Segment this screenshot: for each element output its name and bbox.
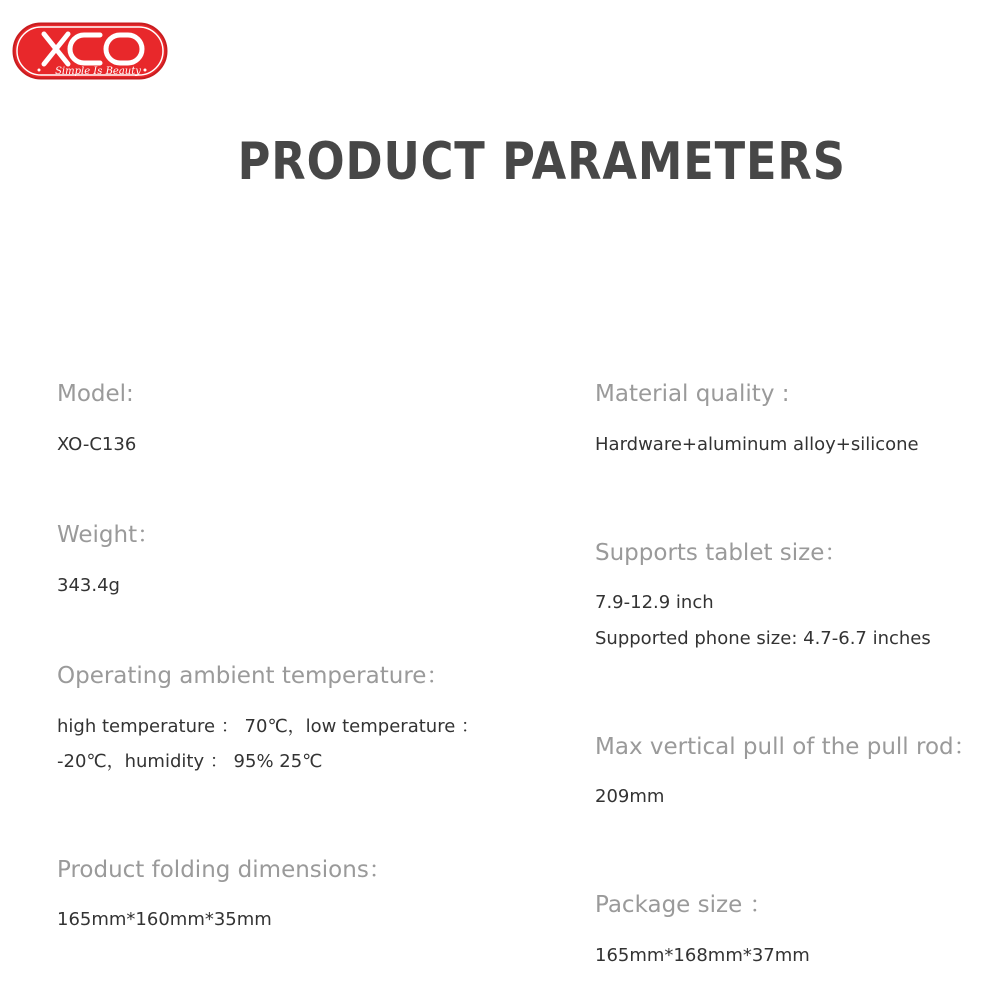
temperature-label: Operating ambient temperature： [57,663,450,689]
page-title: PRODUCT PARAMETERS [237,132,846,192]
package-size-label: Package size ： [595,892,773,918]
pull-rod-label: Max vertical pull of the pull rod： [595,734,977,760]
weight-label: Weight： [57,522,161,548]
folding-dimensions-label: Product folding dimensions： [57,857,392,883]
phone-size-value: Supported phone size: 4.7-6.7 inches [595,628,931,649]
model-label: Model: [57,381,134,407]
model-value: XO-C136 [57,434,137,455]
brand-slogan: Simple Is Beauty [55,66,141,77]
material-label: Material quality : [595,381,790,407]
tablet-size-label: Supports tablet size： [595,540,848,566]
tablet-size-value: 7.9-12.9 inch [595,592,714,613]
brand-logo [12,22,168,80]
weight-value: 343.4g [57,575,120,596]
folding-dimensions-value: 165mm*160mm*35mm [57,909,272,930]
material-value: Hardware+aluminum alloy+silicone [595,434,919,455]
package-size-value: 165mm*168mm*37mm [595,945,810,966]
temperature-value-line1: high temperature ： 70℃，low temperature ： [57,716,479,737]
temperature-value-line2: -20℃，humidity ： 95% 25℃ [57,751,323,772]
pull-rod-value: 209mm [595,786,665,807]
